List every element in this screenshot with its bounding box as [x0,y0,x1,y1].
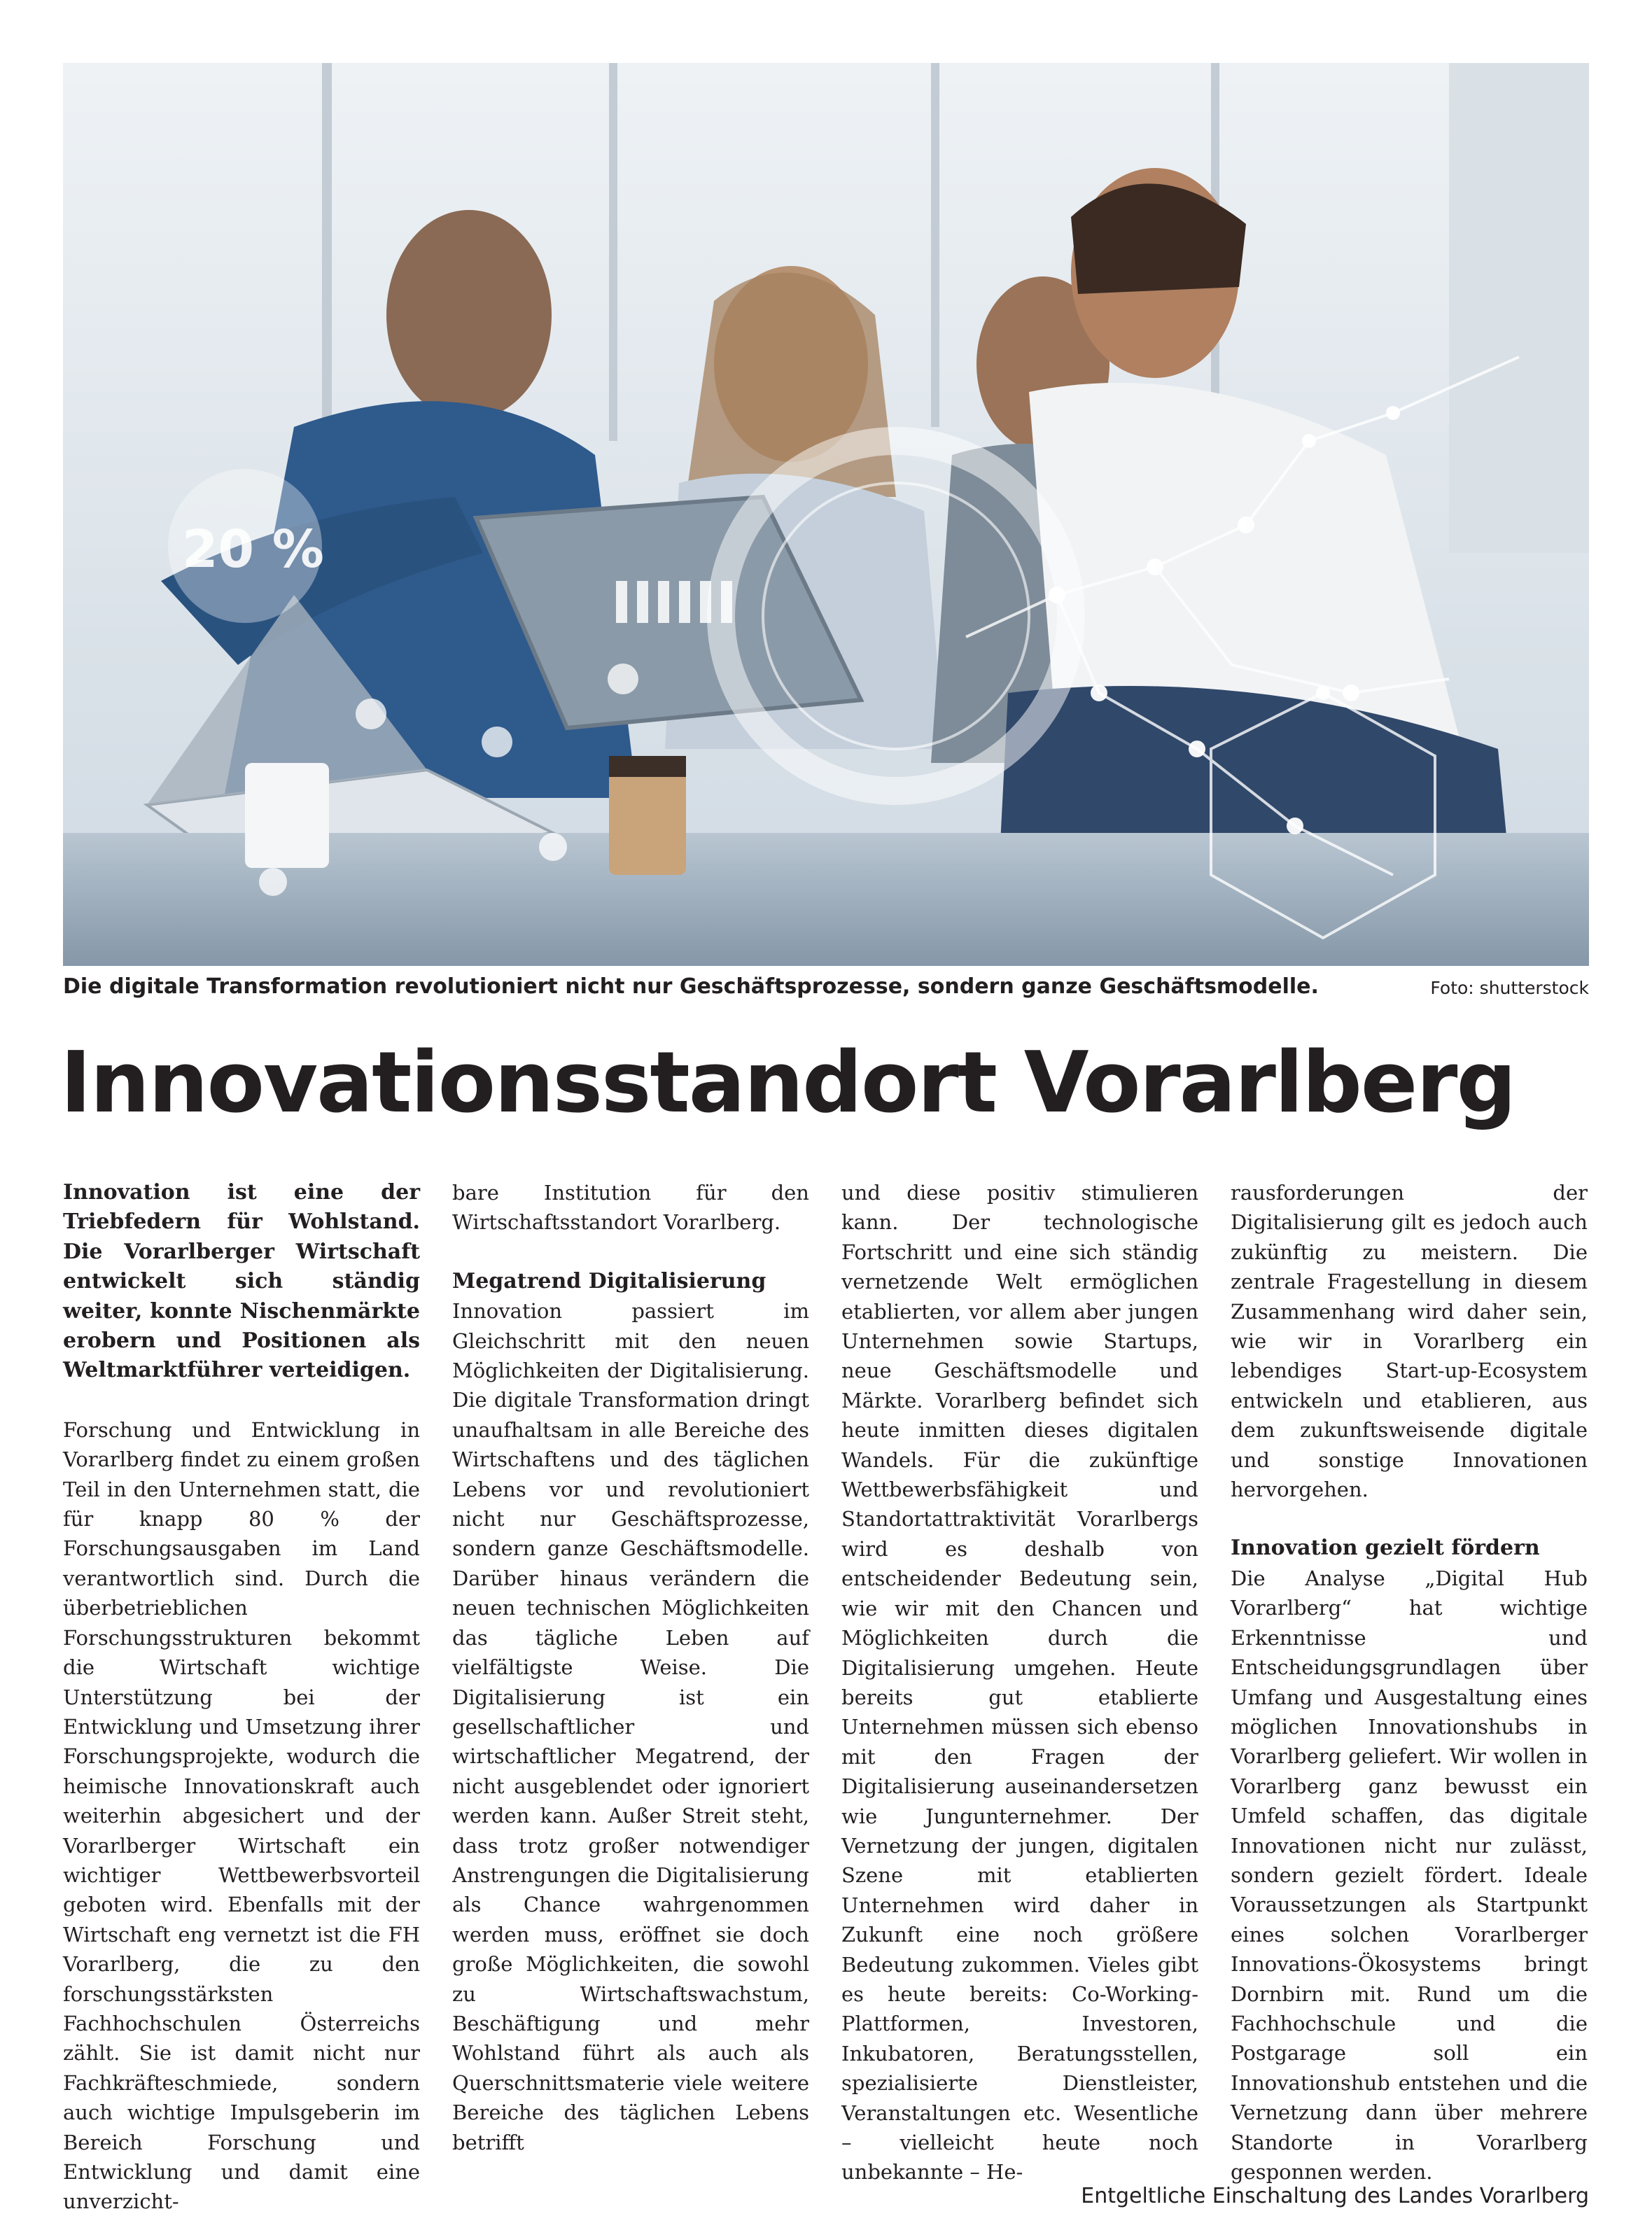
column-1-text: Forschung und Entwicklung in Vorarlberg findet zu einem großen Teil in den Unternehmen statt, die für knapp 80 % der Forschungsausgaben im Land verantwortlich sind. Durch die überbetrieblichen Forschungsstrukturen bekommt die Wirtschaft wichtige Unterstützung bei der Entwicklung und Umsetzung ihrer Forschungsprojekte, wodurch die heimische Innovationskraft auch weiterhin abgesichert und der Vorarlberger Wirtschaft ein wichtiger Wettbewerbsvorteil geboten wird. Ebenfalls mit der Wirtschaft eng vernetzt ist die FH Vorarlberg, die zu den forschungsstärksten Fachhochschulen Österreichs zählt. Sie ist damit nicht nur Fachkräfteschmiede, sondern auch wichtige Impulsgeberin im Bereich Forschung und Entwicklung und damit eine unverzicht- [63,1417,420,2214]
article-lead: Innovation ist eine der Triebfedern für Wohlstand. Die Vorarlberger Wirtschaft entwickelt sich ständig weiter, konnte Nischenmärkte erobern und Positionen als Weltmarktführer verteidigen. [63,1180,420,1383]
column-3-text: und diese positiv stimulieren kann. Der technologische Fortschritt und eine sich ständig vernetzende Welt ermöglichen etablierten, vor allem aber jungen Unternehmen sowie Startups, neue Geschäftsmodelle und Märkte. Vorarlberg befindet sich heute inmitten dieses digitalen Wandels. Für die zukünftige Wettbewerbsfähigkeit und Standortattraktivität Vorarlbergs wird es deshalb von entscheidender Bedeutung sein, wie wir mit den Chancen und Möglichkeiten durch die Digitalisierung umgehen. Heute bereits gut etablierte Unternehmen müssen sich ebenso mit den Fragen der Digitalisierung auseinandersetzen wie Jungunternehmer. Der Vernetzung der jungen, digitalen Szene mit etablierten Unternehmen wird daher in Zukunft eine noch größere Bedeutung zukommen. Vieles gibt es heute bereits: Co-Working-Plattformen, Investoren, Inkubatoren, Beratungsstellen, spezialisierte Dienstleister, Veranstaltungen etc. Wesentliche – vielleicht heute noch unbekannte – He- [841,1181,1198,2185]
column-2-intro: bare Institution für den Wirtschaftsstandort Vorarlberg. [452,1181,809,1235]
photo-illustration [63,63,1589,966]
overlay-badge: 20 % [182,519,324,580]
column-1 [63,1178,420,2217]
column-2 [452,1178,809,2157]
photo-credit: Foto: shutterstock [1430,978,1589,998]
photo-caption [63,972,1589,1007]
column-3 [841,1178,1198,2187]
article-headline: Innovationsstandort Vorarlberg [60,1035,1516,1132]
subhead-innovation: Innovation gezielt fördern [1231,1536,1540,1561]
caption-text: Die digitale Transformation revolutioniert nicht nur Geschäftsprozesse, sondern ganze Geschäftsmodelle. [63,974,1319,999]
column-4 [1231,1178,1588,2187]
footer-notice: Entgeltliche Einschaltung des Landes Vorarlberg [1081,2184,1589,2208]
header-photo [63,63,1589,966]
column-2-text: Innovation passiert im Gleichschritt mit den neuen Möglichkeiten der Digitalisierung. Die digitale Transformation dringt unaufhaltsam in alle Bereiche des Wirtschaftens und des täglichen Lebens vor und revolutioniert nicht nur Geschäftsprozesse, sondern ganze Geschäftsmodelle. Darüber hinaus verändern die neuen technischen Möglichkeiten das tägliche Leben auf vielfältigste Weise. Die Digitalisierung ist ein gesellschaftlicher und wirtschaftlicher Megatrend, der nicht ausgeblendet oder ignoriert werden kann. Außer Streit steht, dass trotz großer notwendiger Anstrengungen die Digitalisierung als Chance wahrgenommen werden muss, eröffnet sie doch große Möglichkeiten, die sowohl zu Wirtschaftswachstum, Beschäftigung und mehr Wohlstand führt als auch als Querschnittsmaterie viele weitere Bereiche des täglichen Lebens betrifft [452,1299,809,2154]
subhead-megatrend: Megatrend Digitalisierung [452,1268,766,1293]
column-4-text-2: Die Analyse „Digital Hub Vorarlberg“ hat wichtige Erkenntnisse und Entscheidungsgrundlagen über Umfang und Ausgestaltung eines möglichen Innovationshubs in Vorarlberg geliefert. Wir wollen in Vorarlberg ganz bewusst ein Umfeld schaffen, das digitale Innovationen nicht nur zulässt, sondern gezielt fördert. Ideale Voraussetzungen als Startpunkt eines solchen Vorarlberger Innovations-Ökosystems bringt Dornbirn mit. Rund um die Fachhochschule und die Postgarage soll ein Innovationshub entstehen und die Vernetzung dann über mehrere Standorte in Vorarlberg gesponnen werden. [1231,1566,1588,2184]
column-4-text: rausforderungen der Digitalisierung gilt es jedoch auch zukünftig zu meistern. Die zentrale Fragestellung in diesem Zusammenhang wird daher sein, wie wir in Vorarlberg ein lebendiges Start-up-Ecosystem entwickeln und etablieren, aus dem zukunftsweisende digitale und sonstige Innovationen hervorgehen. [1231,1181,1588,1502]
